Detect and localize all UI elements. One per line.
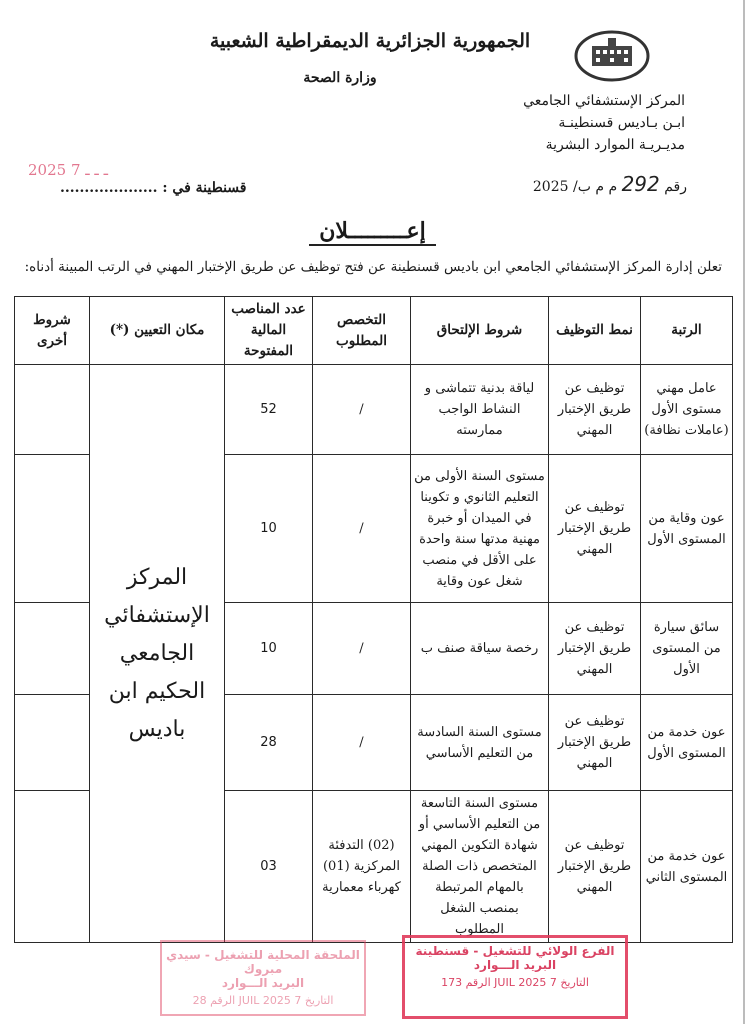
grade-cell: عامل مهني مستوى الأول (عاملات نظافة): [641, 365, 733, 455]
ref-handwritten-number: 292: [621, 172, 660, 196]
table-row: [15, 365, 733, 455]
org-line: ابـن بـاديس قسنطينـة: [558, 115, 685, 131]
header-mode: نمط التوظيف: [549, 297, 641, 365]
posts-cell: 03: [225, 791, 313, 943]
header-posts: عدد المناصب المالية المفتوحة: [225, 297, 313, 365]
conditions-cell: مستوى السنة الأولى من التعليم الثانوي و تكوينا في الميدان أو خبرة مهنية مدتها سنة واحدة على الأقل في منصب شغل عون وقاية: [411, 455, 549, 603]
incoming-mail-stamp-left: [160, 940, 366, 1016]
stamp-left-line3: التاريخ 7 JUIL 2025 الرقم 28: [192, 994, 334, 1007]
other-cell: [15, 603, 90, 695]
city-dots: ....................: [60, 180, 158, 196]
mode-cell: توظيف عن طريق الإختبار المهني: [549, 695, 641, 791]
posts-cell: 52: [225, 365, 313, 455]
title-text: إعـــــــــلان: [309, 218, 436, 246]
ref-prefix: رقم: [664, 179, 687, 195]
header-conditions: شروط الإلتحاق: [411, 297, 549, 365]
conditions-cell: مستوى السنة السادسة من التعليم الأساسي: [411, 695, 549, 791]
incoming-mail-stamp-right: [402, 935, 628, 1019]
grade-cell: عون وقاية من المستوى الأول: [641, 455, 733, 603]
specialty-cell: (02) التدفئة المركزية (01) كهرباء معمارية: [313, 791, 411, 943]
ref-suffix: م م ب/ 2025: [532, 179, 618, 195]
other-cell: [15, 455, 90, 603]
mode-cell: توظيف عن طريق الإختبار المهني: [549, 603, 641, 695]
grade-cell: سائق سيارة من المستوى الأول: [641, 603, 733, 695]
header-grade: الرتبة: [641, 297, 733, 365]
header-other: شروط أخرى: [15, 297, 90, 365]
date-stamp: 2025 7 ـ ـ ـ: [28, 161, 108, 179]
grade-cell: عون خدمة من المستوى الثاني: [641, 791, 733, 943]
posts-cell: 10: [225, 603, 313, 695]
specialty-cell: /: [313, 365, 411, 455]
other-cell: [15, 695, 90, 791]
stamp-left-line2: البريد الـــوارد: [221, 976, 305, 990]
conditions-cell: لياقة بدنية تتماشى و النشاط الواجب ممارسته: [411, 365, 549, 455]
organization-block: [425, 90, 685, 156]
place-cell: المركز الإستشفائي الجامعي الحكيم ابن باديس: [90, 365, 225, 943]
stamp-right-line1: الفرع الولائي للتشغيل - قسنطينة: [415, 944, 615, 958]
specialty-cell: /: [313, 455, 411, 603]
positions-table: [14, 296, 732, 943]
stamp-right-line2: البريد الـــوارد: [473, 958, 557, 972]
reference-number: [533, 172, 687, 196]
posts-cell: 28: [225, 695, 313, 791]
stamp-right-line3: التاريخ 7 JUIL 2025 الرقم 173: [441, 976, 589, 989]
ministry-heading: وزارة الصحة: [303, 70, 377, 86]
mode-cell: توظيف عن طريق الإختبار المهني: [549, 791, 641, 943]
stamp-left-line1: الملحقة المحلية للتشغيل - سيدي مبروك: [166, 948, 360, 976]
grade-cell: عون خدمة من المستوى الأول: [641, 695, 733, 791]
announcement-title: [0, 218, 745, 244]
posts-cell: 10: [225, 455, 313, 603]
org-line: مديـريـة الموارد البشرية: [545, 137, 685, 153]
city-date-line: [60, 180, 246, 196]
specialty-cell: /: [313, 695, 411, 791]
conditions-cell: رخصة سياقة صنف ب: [411, 603, 549, 695]
other-cell: [15, 791, 90, 943]
city-label: قسنطينة في :: [162, 180, 247, 196]
intro-paragraph: تعلن إدارة المركز الإستشفائي الجامعي ابن باديس قسنطينة عن فتح توظيف عن طريق الإختبار المهني في الرتب المبينة أدناه:: [24, 259, 722, 275]
mode-cell: توظيف عن طريق الإختبار المهني: [549, 455, 641, 603]
header-place: مكان التعيين (*): [90, 297, 225, 365]
hospital-logo-icon: [572, 28, 652, 84]
org-line: المركز الإستشفائي الجامعي: [523, 93, 685, 109]
mode-cell: توظيف عن طريق الإختبار المهني: [549, 365, 641, 455]
specialty-cell: /: [313, 603, 411, 695]
other-cell: [15, 365, 90, 455]
conditions-cell: مستوى السنة التاسعة من التعليم الأساسي أو شهادة التكوين المهني المتخصص ذات الصلة بالمهام المرتبطة بمنصب الشغل المطلوب: [411, 791, 549, 943]
header-specialty: التخصص المطلوب: [313, 297, 411, 365]
republic-heading: الجمهورية الجزائرية الديمقراطية الشعبية: [209, 30, 531, 52]
